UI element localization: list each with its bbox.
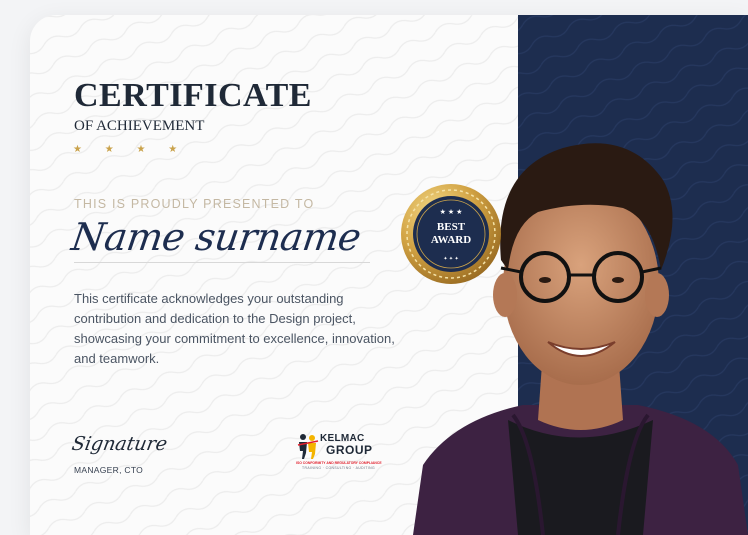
logo-tagline: ISO CONFORMITY AND REGULATORY COMPLIANCE bbox=[296, 461, 382, 465]
kelmac-figures-icon bbox=[296, 433, 320, 459]
certificate-title: CERTIFICATE bbox=[74, 77, 312, 114]
svg-text:★ ★ ★: ★ ★ ★ bbox=[439, 209, 463, 216]
company-logo bbox=[296, 433, 388, 477]
svg-text:✦ ✦ ✦: ✦ ✦ ✦ bbox=[443, 256, 459, 262]
logo-word-group: GROUP bbox=[326, 443, 373, 457]
signature: Signature bbox=[70, 433, 169, 455]
signature-role: MANAGER, CTO bbox=[74, 465, 144, 475]
best-award-badge bbox=[397, 180, 505, 288]
badge-line-best: BEST bbox=[436, 221, 466, 233]
recipient-name: Name surname bbox=[68, 215, 364, 259]
logo-word-kelmac: KELMAC bbox=[320, 433, 365, 444]
logo-subline: TRAINING · CONSULTING · AUDITING bbox=[302, 466, 376, 470]
name-underline bbox=[74, 262, 370, 263]
decorative-stars-icon: ★ ★ ★ ★ bbox=[73, 144, 188, 155]
certificate-description: This certificate acknowledges your outstanding contribution and dedication to the Design project, showcasing your commitment to excellence, innovation, and teamwork. bbox=[74, 291, 395, 366]
certificate-card bbox=[30, 15, 748, 535]
certificate-subtitle: OF ACHIEVEMENT bbox=[74, 118, 205, 134]
badge-line-award: AWARD bbox=[430, 234, 472, 246]
presented-to-label: THIS IS PROUDLY PRESENTED TO bbox=[74, 197, 315, 211]
